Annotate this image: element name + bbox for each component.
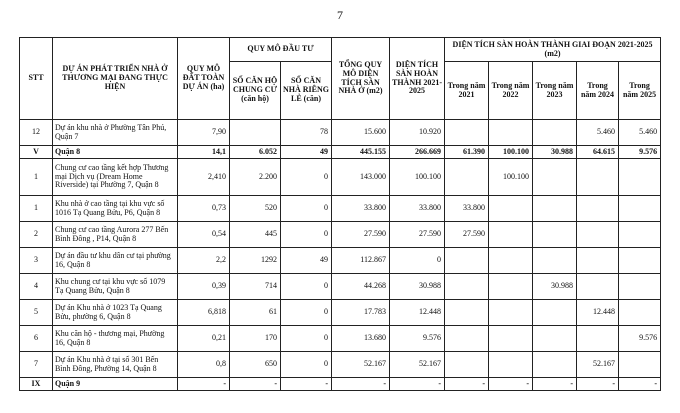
cell-completed-floor: 10.920 bbox=[390, 120, 445, 146]
cell-year-2022: 100.100 bbox=[489, 159, 533, 196]
housing-projects-table bbox=[19, 37, 661, 391]
cell-year-2022 bbox=[489, 196, 533, 222]
cell-houses: 0 bbox=[281, 300, 332, 326]
cell-apartments bbox=[230, 120, 281, 146]
cell-houses: 0 bbox=[281, 274, 332, 300]
cell-stt: 1 bbox=[20, 196, 53, 222]
cell-stt: 1 bbox=[20, 159, 53, 196]
cell-year-2022 bbox=[489, 326, 533, 352]
cell-apartments: 1292 bbox=[230, 248, 281, 274]
cell-houses: 0 bbox=[281, 326, 332, 352]
header-apartments: SỐ CĂN HỘ CHUNG CƯ (căn hộ) bbox=[230, 62, 281, 120]
cell-year-2024: 12.448 bbox=[577, 300, 619, 326]
cell-year-2022: 100.100 bbox=[489, 146, 533, 159]
cell-project-name: Dự án khu nhà ở Phường Tân Phú, Quận 7 bbox=[53, 120, 178, 146]
cell-year-2025: - bbox=[619, 378, 661, 391]
table-row bbox=[20, 326, 661, 352]
cell-total-floor: 52.167 bbox=[332, 352, 390, 378]
cell-year-2023: - bbox=[533, 378, 577, 391]
cell-houses: 49 bbox=[281, 146, 332, 159]
cell-apartments: 520 bbox=[230, 196, 281, 222]
cell-project-name: Quận 9 bbox=[53, 378, 178, 391]
cell-completed-floor: 12.448 bbox=[390, 300, 445, 326]
table-row bbox=[20, 274, 661, 300]
cell-year-2021 bbox=[445, 326, 489, 352]
cell-year-2025 bbox=[619, 300, 661, 326]
cell-year-2022 bbox=[489, 274, 533, 300]
cell-total-floor: 27.590 bbox=[332, 222, 390, 248]
cell-stt: V bbox=[20, 146, 53, 159]
cell-year-2021 bbox=[445, 159, 489, 196]
group-row bbox=[20, 378, 661, 391]
cell-year-2024: 52.167 bbox=[577, 352, 619, 378]
cell-year-2023: 30.988 bbox=[533, 146, 577, 159]
cell-year-2022 bbox=[489, 248, 533, 274]
cell-completed-floor: 27.590 bbox=[390, 222, 445, 248]
table-row bbox=[20, 352, 661, 378]
header-investment-group: QUY MÔ ĐẦU TƯ bbox=[230, 38, 332, 62]
header-year-2025: Trong năm 2025 bbox=[619, 62, 661, 120]
header-year-2024: Trong năm 2024 bbox=[577, 62, 619, 120]
cell-houses: 0 bbox=[281, 159, 332, 196]
cell-stt: IX bbox=[20, 378, 53, 391]
cell-year-2025 bbox=[619, 222, 661, 248]
cell-houses: 49 bbox=[281, 248, 332, 274]
cell-year-2021 bbox=[445, 274, 489, 300]
page-number: 7 bbox=[337, 8, 343, 22]
header-period-group: DIỆN TÍCH SÀN HOÀN THÀNH GIAI ĐOẠN 2021-2025 (m2) bbox=[445, 38, 661, 62]
header-total-floor: TỔNG QUY MÔ DIỆN TÍCH SÀN NHÀ Ở (m2) bbox=[332, 38, 390, 120]
header-project: DỰ ÁN PHÁT TRIỂN NHÀ Ở THƯƠNG MẠI ĐANG THỰC HIỆN bbox=[53, 38, 178, 120]
cell-apartments: 2.200 bbox=[230, 159, 281, 196]
cell-total-floor: 13.680 bbox=[332, 326, 390, 352]
cell-apartments: - bbox=[230, 378, 281, 391]
table-row bbox=[20, 120, 661, 146]
cell-houses: 78 bbox=[281, 120, 332, 146]
cell-stt: 6 bbox=[20, 326, 53, 352]
table-row bbox=[20, 159, 661, 196]
cell-year-2023 bbox=[533, 196, 577, 222]
cell-year-2023 bbox=[533, 326, 577, 352]
cell-area: 0,54 bbox=[178, 222, 230, 248]
cell-total-floor: 15.600 bbox=[332, 120, 390, 146]
cell-area: 14,1 bbox=[178, 146, 230, 159]
cell-houses: 0 bbox=[281, 196, 332, 222]
cell-area: 0,73 bbox=[178, 196, 230, 222]
cell-project-name: Dự án Khu nhà ở 1023 Tạ Quang Bửu, phường 6, Quận 8 bbox=[53, 300, 178, 326]
header-area: QUY MÔ ĐẤT TOÀN DỰ ÁN (ha) bbox=[178, 38, 230, 120]
cell-completed-floor: 9.576 bbox=[390, 326, 445, 352]
cell-year-2021 bbox=[445, 300, 489, 326]
group-row bbox=[20, 146, 661, 159]
cell-year-2021: 33.800 bbox=[445, 196, 489, 222]
cell-year-2025: 9.576 bbox=[619, 146, 661, 159]
cell-year-2025 bbox=[619, 159, 661, 196]
cell-year-2024: 64.615 bbox=[577, 146, 619, 159]
cell-year-2023 bbox=[533, 300, 577, 326]
cell-project-name: Dự án Khu nhà ở tại số 301 Bến Bình Đông, Phường 14, Quận 8 bbox=[53, 352, 178, 378]
cell-apartments: 170 bbox=[230, 326, 281, 352]
cell-area: 2,2 bbox=[178, 248, 230, 274]
cell-completed-floor: 30.988 bbox=[390, 274, 445, 300]
cell-project-name: Khu nhà ở cao tầng tại khu vực số 1016 Tạ Quang Bửu, P6, Quận 8 bbox=[53, 196, 178, 222]
cell-total-floor: 445.155 bbox=[332, 146, 390, 159]
cell-apartments: 650 bbox=[230, 352, 281, 378]
cell-apartments: 61 bbox=[230, 300, 281, 326]
cell-year-2021: 61.390 bbox=[445, 146, 489, 159]
cell-year-2024 bbox=[577, 196, 619, 222]
cell-year-2025 bbox=[619, 352, 661, 378]
header-completed-floor: DIỆN TÍCH SÀN HOÀN THÀNH 2021-2025 bbox=[390, 38, 445, 120]
cell-apartments: 714 bbox=[230, 274, 281, 300]
cell-year-2025 bbox=[619, 274, 661, 300]
header-houses: SỐ CĂN NHÀ RIÊNG LẺ (căn) bbox=[281, 62, 332, 120]
cell-area: 0,8 bbox=[178, 352, 230, 378]
cell-year-2025 bbox=[619, 196, 661, 222]
cell-year-2025: 9.576 bbox=[619, 326, 661, 352]
cell-apartments: 445 bbox=[230, 222, 281, 248]
cell-project-name: Quận 8 bbox=[53, 146, 178, 159]
cell-total-floor: 112.867 bbox=[332, 248, 390, 274]
cell-year-2024 bbox=[577, 274, 619, 300]
cell-completed-floor: - bbox=[390, 378, 445, 391]
cell-completed-floor: 266.669 bbox=[390, 146, 445, 159]
cell-year-2021 bbox=[445, 120, 489, 146]
cell-year-2021 bbox=[445, 352, 489, 378]
cell-stt: 2 bbox=[20, 222, 53, 248]
cell-year-2022 bbox=[489, 352, 533, 378]
cell-houses: 0 bbox=[281, 352, 332, 378]
cell-year-2024 bbox=[577, 326, 619, 352]
cell-year-2022 bbox=[489, 222, 533, 248]
cell-year-2021 bbox=[445, 248, 489, 274]
cell-year-2025: 5.460 bbox=[619, 120, 661, 146]
cell-project-name: Chung cư cao tầng Aurora 277 Bến Bình Đông , P14, Quận 8 bbox=[53, 222, 178, 248]
cell-year-2021: 27.590 bbox=[445, 222, 489, 248]
cell-stt: 3 bbox=[20, 248, 53, 274]
cell-year-2022: - bbox=[489, 378, 533, 391]
cell-total-floor: 44.268 bbox=[332, 274, 390, 300]
cell-year-2025 bbox=[619, 248, 661, 274]
cell-project-name: Dự án đầu tư khu dân cư tại phường 16, Quận 8 bbox=[53, 248, 178, 274]
cell-year-2023: 30.988 bbox=[533, 274, 577, 300]
cell-year-2024 bbox=[577, 159, 619, 196]
cell-area: 0,21 bbox=[178, 326, 230, 352]
cell-year-2023 bbox=[533, 352, 577, 378]
cell-year-2024: - bbox=[577, 378, 619, 391]
cell-year-2023 bbox=[533, 159, 577, 196]
cell-area: 0,39 bbox=[178, 274, 230, 300]
cell-year-2022 bbox=[489, 300, 533, 326]
table-row bbox=[20, 300, 661, 326]
header-year-2021: Trong năm 2021 bbox=[445, 62, 489, 120]
cell-area: 2,410 bbox=[178, 159, 230, 196]
cell-year-2024 bbox=[577, 222, 619, 248]
cell-completed-floor: 52.167 bbox=[390, 352, 445, 378]
cell-year-2021: - bbox=[445, 378, 489, 391]
table-body bbox=[20, 120, 661, 391]
cell-total-floor: 33.800 bbox=[332, 196, 390, 222]
cell-stt: 4 bbox=[20, 274, 53, 300]
table-row bbox=[20, 196, 661, 222]
cell-project-name: Chung cư cao tầng kết hợp Thương mại Dịch vụ (Dream Home Riverside) tại Phường 7, Quận 8 bbox=[53, 159, 178, 196]
cell-year-2023 bbox=[533, 222, 577, 248]
cell-stt: 7 bbox=[20, 352, 53, 378]
cell-apartments: 6.052 bbox=[230, 146, 281, 159]
cell-completed-floor: 33.800 bbox=[390, 196, 445, 222]
cell-houses: - bbox=[281, 378, 332, 391]
header-stt: STT bbox=[20, 38, 53, 120]
cell-completed-floor: 100.100 bbox=[390, 159, 445, 196]
cell-year-2023 bbox=[533, 120, 577, 146]
cell-total-floor: 143.000 bbox=[332, 159, 390, 196]
cell-area: 6,818 bbox=[178, 300, 230, 326]
cell-houses: 0 bbox=[281, 222, 332, 248]
cell-area: 7,90 bbox=[178, 120, 230, 146]
cell-stt: 12 bbox=[20, 120, 53, 146]
header-year-2023: Trong năm 2023 bbox=[533, 62, 577, 120]
cell-project-name: Khu căn hộ - thương mại, Phường 16, Quận 8 bbox=[53, 326, 178, 352]
cell-completed-floor: 0 bbox=[390, 248, 445, 274]
cell-total-floor: 17.783 bbox=[332, 300, 390, 326]
cell-year-2024: 5.460 bbox=[577, 120, 619, 146]
header-year-2022: Trong năm 2022 bbox=[489, 62, 533, 120]
table-row bbox=[20, 222, 661, 248]
cell-area: - bbox=[178, 378, 230, 391]
cell-year-2022 bbox=[489, 120, 533, 146]
cell-project-name: Khu chung cư tại khu vực số 1079 Tạ Quang Bửu, Quận 8 bbox=[53, 274, 178, 300]
cell-stt: 5 bbox=[20, 300, 53, 326]
cell-year-2024 bbox=[577, 248, 619, 274]
cell-total-floor: - bbox=[332, 378, 390, 391]
table-row bbox=[20, 248, 661, 274]
cell-year-2023 bbox=[533, 248, 577, 274]
